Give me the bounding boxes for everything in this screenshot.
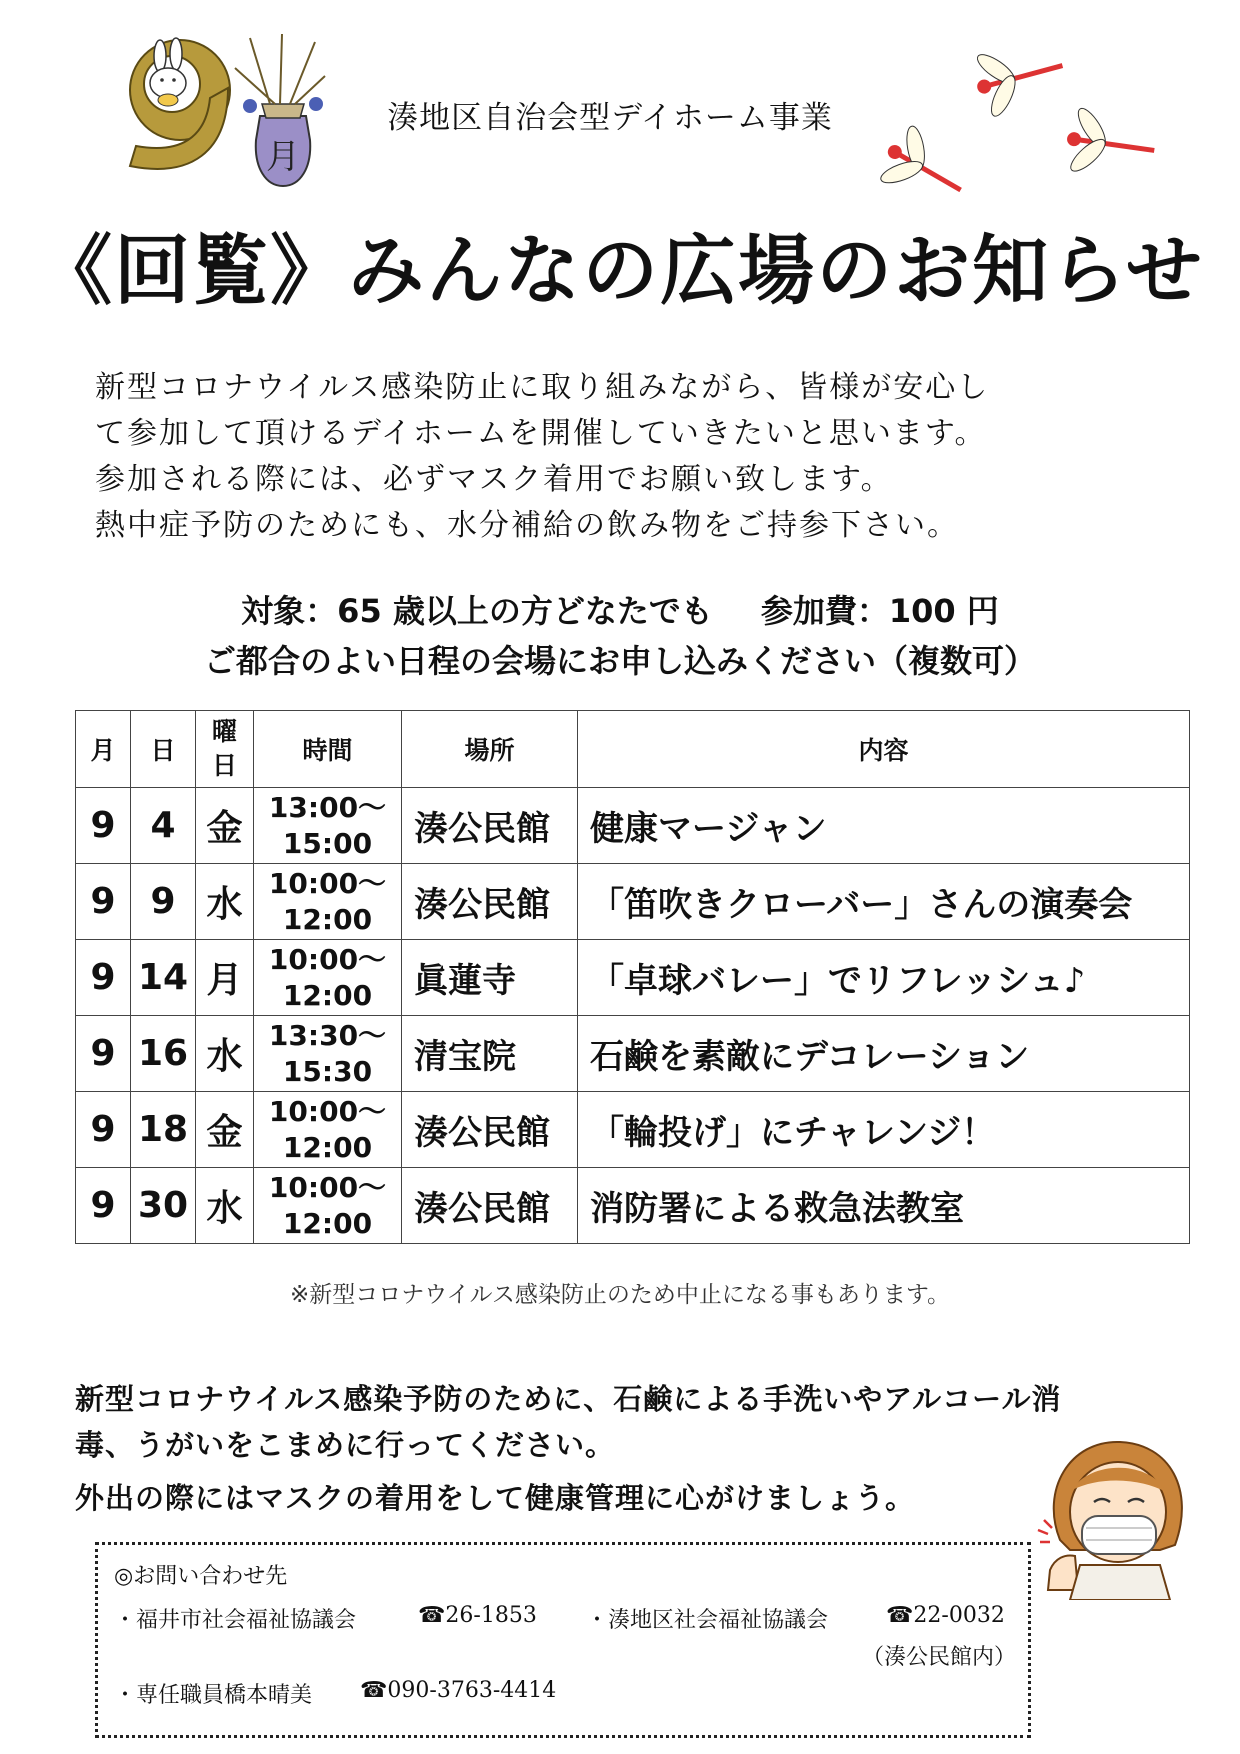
cell-content: 健康マージャン: [578, 788, 1190, 864]
table-row: [76, 1092, 1190, 1168]
participation-fee: 参加費：100 円: [760, 592, 999, 630]
cell-dow: 月: [196, 940, 254, 1016]
cell-time: [254, 940, 402, 1016]
cell-content: 消防署による救急法教室: [578, 1168, 1190, 1244]
contact-minato-phone: ☎22-0032: [886, 1603, 1005, 1628]
intro-line: 熱中症予防のためにも、水分補給の飲み物をご持参下さい。: [95, 508, 959, 543]
cell-time: [254, 1016, 402, 1092]
month-kanji: 月: [266, 137, 300, 177]
target-audience: 対象：65 歳以上の方どなたでも: [241, 592, 713, 630]
page-title: 《回覧》みんなの広場のお知らせ: [36, 226, 1204, 315]
contact-heading: ◎お問い合わせ先: [114, 1564, 288, 1589]
cell-month: 9: [76, 864, 131, 940]
contact-fukui-phone: ☎26-1853: [418, 1603, 537, 1628]
cell-dow: 水: [196, 864, 254, 940]
hygiene-reminder-line: 毒、うがいをこまめに行ってください。: [75, 1428, 616, 1462]
cell-month: 9: [76, 940, 131, 1016]
time-start: 10:00～: [268, 1170, 387, 1204]
cell-time: [254, 788, 402, 864]
contact-minato-council: ・湊地区社会福祉協議会: [586, 1608, 829, 1633]
cell-place: 湊公民館: [402, 1092, 578, 1168]
intro-paragraph: [95, 365, 1155, 549]
cell-day: 30: [131, 1168, 196, 1244]
intro-line: て参加して頂けるデイホームを開催していきたいと思います。: [95, 416, 987, 451]
header-dow-bottom: 日: [211, 751, 237, 780]
cell-place: 湊公民館: [402, 864, 578, 940]
cell-time: [254, 1092, 402, 1168]
cell-content: 「笛吹きクローバー」さんの演奏会: [578, 864, 1190, 940]
cell-content: 石鹸を素敵にデコレーション: [578, 1016, 1190, 1092]
header-month: 月: [76, 711, 131, 788]
contact-staff-phone: ☎090-3763-4414: [360, 1678, 557, 1703]
time-start: 10:00～: [268, 1094, 387, 1128]
contact-fukui-council: ・福井市社会福祉協議会: [114, 1608, 357, 1633]
time-end: 15:00: [282, 826, 373, 860]
header-place: 場所: [402, 711, 578, 788]
eligibility-line: [0, 586, 1240, 632]
cell-place: 清宝院: [402, 1016, 578, 1092]
contact-minato-location: （湊公民館内）: [862, 1645, 1017, 1670]
table-row: [76, 788, 1190, 864]
cell-dow: 水: [196, 1168, 254, 1244]
time-end: 12:00: [282, 1206, 373, 1240]
cell-month: 9: [76, 1016, 131, 1092]
time-start: 10:00～: [268, 942, 387, 976]
time-start: 13:30～: [268, 1018, 387, 1052]
masked-woman-illustration: [1030, 1430, 1200, 1600]
cell-month: 9: [76, 1092, 131, 1168]
cell-dow: 金: [196, 1092, 254, 1168]
header-day: 日: [131, 711, 196, 788]
mask-reminder: 外出の際にはマスクの着用をして健康管理に心がけましょう。: [75, 1481, 916, 1515]
cell-dow: 金: [196, 788, 254, 864]
table-row: [76, 1016, 1190, 1092]
cancellation-note: ※新型コロナウイルス感染防止のため中止になる事もあります。: [289, 1282, 951, 1308]
time-end: 12:00: [282, 902, 373, 936]
cell-time: [254, 1168, 402, 1244]
cell-content: 「卓球バレー」でリフレッシュ♪: [578, 940, 1190, 1016]
cell-content: 「輪投げ」にチャレンジ！: [578, 1092, 1190, 1168]
table-row: [76, 940, 1190, 1016]
cell-place: 眞蓮寺: [402, 940, 578, 1016]
cell-day: 18: [131, 1092, 196, 1168]
time-end: 12:00: [282, 1130, 373, 1164]
cell-day: 4: [131, 788, 196, 864]
cell-day: 14: [131, 940, 196, 1016]
cell-day: 9: [131, 864, 196, 940]
cell-month: 9: [76, 1168, 131, 1244]
contact-staff: ・専任職員橋本晴美: [114, 1683, 313, 1708]
cell-time: [254, 864, 402, 940]
time-end: 12:00: [282, 978, 373, 1012]
cell-place: 湊公民館: [402, 1168, 578, 1244]
table-row: [76, 864, 1190, 940]
hygiene-reminder-line: 新型コロナウイルス感染予防のために、石鹸による手洗いやアルコール消: [75, 1382, 1062, 1416]
apply-instruction: ご都合のよい日程の会場にお申し込みください（複数可）: [203, 642, 1036, 680]
cell-dow: 水: [196, 1016, 254, 1092]
program-subtitle: [0, 92, 1240, 137]
header-dow: [196, 711, 254, 788]
schedule-table: [75, 710, 1190, 1244]
intro-line: 新型コロナウイルス感染防止に取り組みながら、皆様が安心し: [95, 370, 990, 405]
header-content: 内容: [578, 711, 1190, 788]
hygiene-reminder: [75, 1376, 1185, 1468]
table-header-row: [76, 711, 1190, 788]
table-row: [76, 1168, 1190, 1244]
cell-day: 16: [131, 1016, 196, 1092]
header-time: 時間: [254, 711, 402, 788]
header-dow-top: 曜: [211, 717, 237, 746]
time-end: 15:30: [282, 1054, 373, 1088]
time-start: 10:00～: [268, 866, 387, 900]
intro-line: 参加される際には、必ずマスク着用でお願い致します。: [95, 462, 893, 497]
cell-place: 湊公民館: [402, 788, 578, 864]
program-subtitle-text: 湊地区自治会型デイホーム事業: [387, 100, 833, 136]
cell-month: 9: [76, 788, 131, 864]
contact-box: [95, 1542, 1031, 1738]
time-start: 13:00～: [268, 790, 387, 824]
